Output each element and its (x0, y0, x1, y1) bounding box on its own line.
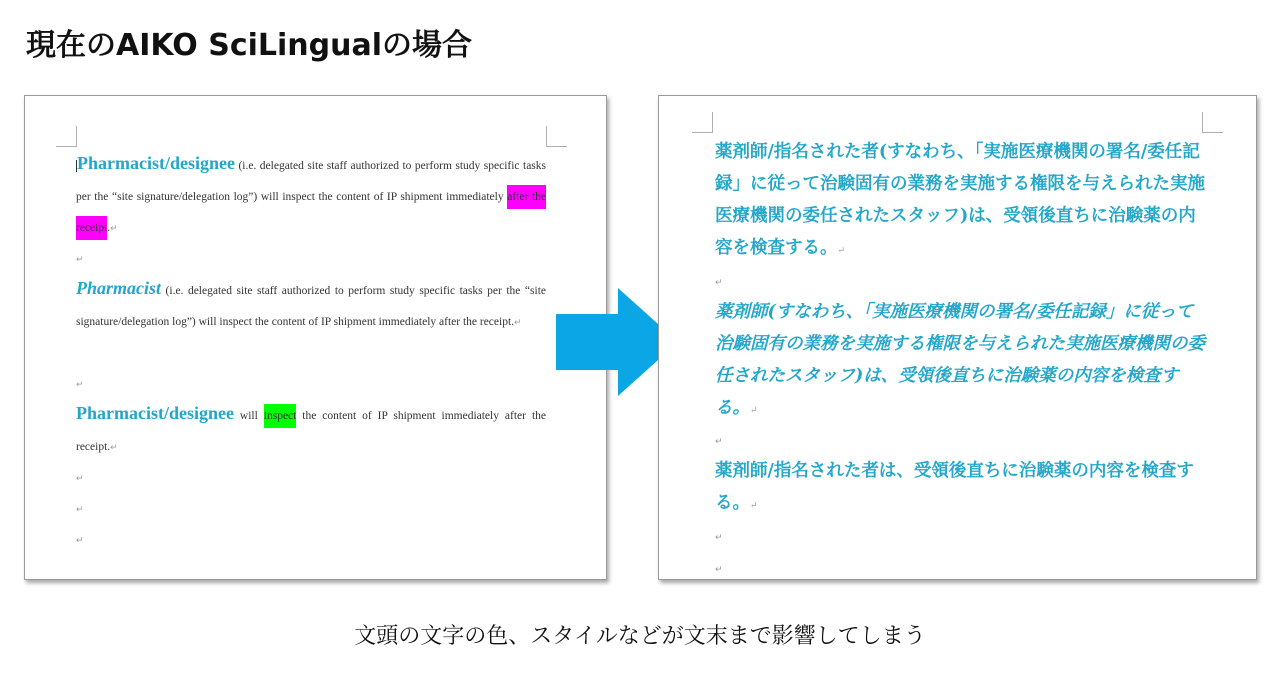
return-mark: ↵ (750, 406, 758, 416)
paragraph-body: (i.e. delegated site staff authorized to perform study specific tasks per the “site signature/delegation log”) will inspect the content of IP shipment immediately (76, 160, 546, 203)
paragraph-body: (i.e. delegated site staff authorized to perform study specific tasks per the “site signature/delegation log”) will inspect the content of IP shipment immediately after the receipt. (76, 285, 546, 328)
empty-line (76, 494, 546, 525)
paragraph-body-end: the content of IP shipment immediately after the receipt. (76, 410, 546, 453)
japanese-paragraph-2 (715, 296, 1205, 427)
empty-line: ↵ (715, 565, 723, 575)
paragraph-body: will (233, 410, 264, 422)
empty-line (76, 463, 546, 494)
return-mark: ↵ (514, 317, 522, 327)
empty-line (76, 369, 546, 400)
return-mark: ↵ (750, 501, 758, 511)
page-corner-mark (692, 112, 713, 133)
japanese-paragraph-1 (715, 136, 1205, 267)
page-corner-mark (546, 126, 567, 147)
paragraph-heading: Pharmacist (76, 278, 162, 298)
paragraph-text: 薬剤師/指名された者は、受領後直ちに治験薬の内容を検査する。 (715, 461, 1194, 513)
return-mark: ↵ (110, 223, 118, 233)
return-mark: ↵ (76, 504, 84, 514)
return-mark: ↵ (76, 473, 84, 483)
japanese-document-page (658, 95, 1257, 580)
return-mark: ↵ (76, 254, 84, 264)
slide-title: 現在のAIKO SciLingualの場合 (26, 28, 473, 63)
paragraph-heading: Pharmacist/designee (77, 153, 235, 173)
paragraph-body-end: . (107, 222, 111, 234)
slide-caption: 文頭の文字の色、スタイルなどが文末まで影響してしまう (354, 624, 926, 649)
empty-line (76, 244, 546, 275)
page-corner-mark (56, 126, 77, 147)
return-mark: ↵ (76, 535, 84, 545)
empty-line: ↵ (715, 533, 723, 543)
empty-line: ↵ (715, 278, 723, 288)
empty-line: ↵ (715, 437, 723, 447)
empty-line (76, 525, 546, 556)
english-document-page (24, 95, 607, 580)
paragraph-text: 薬剤師(すなわち、「実施医療機関の署名/委任記録」に従って治験固有の業務を実施する権限を与えられた実施医療機関の委任されたスタッフ)は、受領後直ちに治験薬の内容を検査する。 (715, 302, 1205, 418)
paragraph-heading: Pharmacist/designee (76, 403, 234, 423)
return-mark: ↵ (76, 379, 84, 389)
japanese-paragraph-3 (715, 455, 1205, 522)
highlighted-text: inspect (264, 404, 297, 428)
highlighted-text: after the receipt (76, 185, 546, 240)
english-paragraph-2 (76, 273, 546, 338)
return-mark: ↵ (837, 246, 846, 256)
return-mark: ↵ (110, 442, 118, 452)
english-paragraph-1 (76, 148, 546, 244)
english-paragraph-3 (76, 398, 546, 463)
paragraph-text: 薬剤師/指名された者(すなわち、「実施医療機関の署名/委任記録」に従って治験固有の業務を実施する権限を与えられた実施医療機関の委任されたスタッフ)は、受領後直ちに治験薬の内容を検査する。 (715, 142, 1205, 258)
page-corner-mark (1202, 112, 1223, 133)
